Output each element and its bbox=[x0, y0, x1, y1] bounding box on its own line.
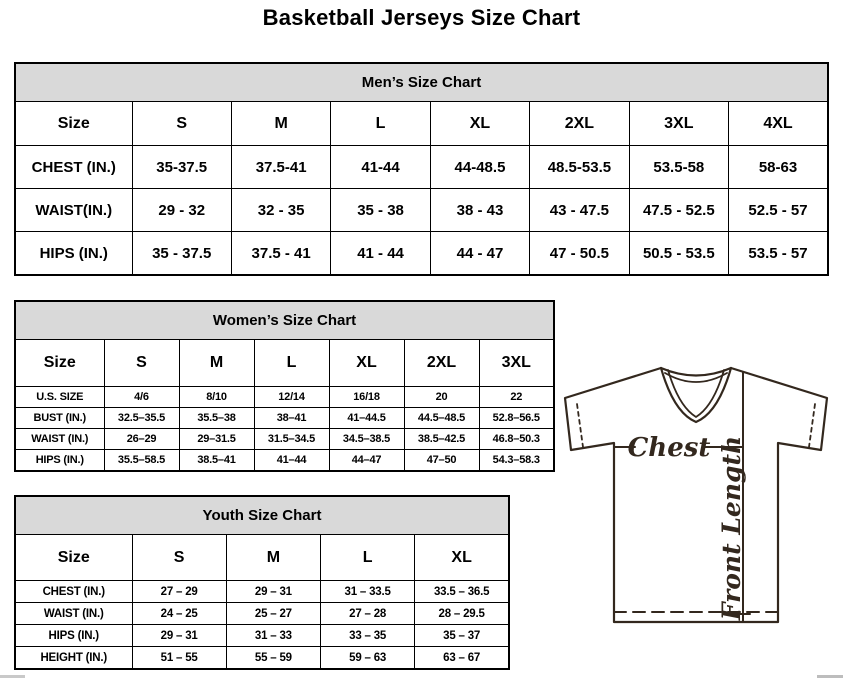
size-header-label: Size bbox=[15, 535, 132, 581]
measure-row-label: HIPS (IN.) bbox=[15, 232, 132, 276]
measure-row-label: BUST (IN.) bbox=[15, 408, 104, 429]
measure-row-label: HIPS (IN.) bbox=[15, 625, 132, 647]
size-value-cell: 37.5 - 41 bbox=[231, 232, 330, 276]
size-value-cell: 12/14 bbox=[254, 387, 329, 408]
size-value-cell: 52.5 - 57 bbox=[729, 189, 828, 232]
size-value-cell: 38.5–41 bbox=[179, 450, 254, 472]
size-value-cell: 24 – 25 bbox=[132, 603, 226, 625]
size-value-cell: 34.5–38.5 bbox=[329, 429, 404, 450]
youth-size-table bbox=[14, 495, 510, 670]
measure-row-label: HIPS (IN.) bbox=[15, 450, 104, 472]
size-value-cell: 53.5 - 57 bbox=[729, 232, 828, 276]
size-value-cell: 63 – 67 bbox=[415, 647, 509, 670]
size-column-header: 2XL bbox=[530, 102, 629, 146]
size-value-cell: 38–41 bbox=[254, 408, 329, 429]
size-value-cell: 29–31.5 bbox=[179, 429, 254, 450]
measure-row-label: CHEST (IN.) bbox=[15, 581, 132, 603]
size-value-cell: 35 - 37.5 bbox=[132, 232, 231, 276]
womens-size-table bbox=[14, 300, 555, 472]
size-value-cell: 35-37.5 bbox=[132, 146, 231, 189]
size-value-cell: 47 - 50.5 bbox=[530, 232, 629, 276]
size-value-cell: 28 – 29.5 bbox=[415, 603, 509, 625]
size-value-cell: 27 – 28 bbox=[321, 603, 415, 625]
size-value-cell: 27 – 29 bbox=[132, 581, 226, 603]
size-column-header: M bbox=[231, 102, 330, 146]
size-column-header: 2XL bbox=[404, 340, 479, 387]
jersey-outline bbox=[565, 368, 827, 622]
collar-back-curve bbox=[661, 368, 731, 376]
size-value-cell: 52.8–56.5 bbox=[479, 408, 554, 429]
size-column-header: S bbox=[104, 340, 179, 387]
front-length-label: Front Length bbox=[717, 435, 746, 621]
jersey-measurement-diagram bbox=[556, 356, 836, 636]
size-value-cell: 58-63 bbox=[729, 146, 828, 189]
size-value-cell: 29 – 31 bbox=[132, 625, 226, 647]
size-value-cell: 35 - 38 bbox=[331, 189, 430, 232]
table-title: Men’s Size Chart bbox=[15, 63, 828, 102]
size-value-cell: 35.5–38 bbox=[179, 408, 254, 429]
size-value-cell: 33.5 – 36.5 bbox=[415, 581, 509, 603]
table-title: Youth Size Chart bbox=[15, 496, 509, 535]
size-column-header: L bbox=[321, 535, 415, 581]
size-column-header: S bbox=[132, 535, 226, 581]
page-title: Basketball Jerseys Size Chart bbox=[262, 5, 581, 30]
size-column-header: 3XL bbox=[629, 102, 728, 146]
table-row bbox=[15, 387, 554, 408]
scrollbar-artifact-right bbox=[817, 675, 843, 678]
table-row bbox=[15, 429, 554, 450]
size-value-cell: 20 bbox=[404, 387, 479, 408]
size-column-header: 4XL bbox=[729, 102, 828, 146]
size-column-header: M bbox=[226, 535, 320, 581]
size-column-header: XL bbox=[415, 535, 509, 581]
size-value-cell: 47–50 bbox=[404, 450, 479, 472]
size-column-header: XL bbox=[430, 102, 529, 146]
collar-inner-curve bbox=[665, 373, 727, 382]
size-value-cell: 31 – 33.5 bbox=[321, 581, 415, 603]
size-column-header: M bbox=[179, 340, 254, 387]
measure-row-label: HEIGHT (IN.) bbox=[15, 647, 132, 670]
size-value-cell: 35 – 37 bbox=[415, 625, 509, 647]
measure-row-label: WAIST(IN.) bbox=[15, 189, 132, 232]
size-value-cell: 53.5-58 bbox=[629, 146, 728, 189]
size-value-cell: 44–47 bbox=[329, 450, 404, 472]
size-column-header: 3XL bbox=[479, 340, 554, 387]
size-value-cell: 29 – 31 bbox=[226, 581, 320, 603]
table-row bbox=[15, 450, 554, 472]
table-title: Women’s Size Chart bbox=[15, 301, 554, 340]
measure-row-label: WAIST (IN.) bbox=[15, 603, 132, 625]
measure-row-label: CHEST (IN.) bbox=[15, 146, 132, 189]
mens-size-table bbox=[14, 62, 829, 276]
size-column-header: S bbox=[132, 102, 231, 146]
size-value-cell: 41-44 bbox=[331, 146, 430, 189]
table-row bbox=[15, 189, 828, 232]
size-value-cell: 44-48.5 bbox=[430, 146, 529, 189]
measure-row-label: U.S. SIZE bbox=[15, 387, 104, 408]
left-cuff-seam bbox=[577, 404, 583, 447]
size-value-cell: 54.3–58.3 bbox=[479, 450, 554, 472]
size-value-cell: 48.5-53.5 bbox=[530, 146, 629, 189]
size-value-cell: 35.5–58.5 bbox=[104, 450, 179, 472]
size-value-cell: 33 – 35 bbox=[321, 625, 415, 647]
size-value-cell: 32 - 35 bbox=[231, 189, 330, 232]
size-header-label: Size bbox=[15, 102, 132, 146]
size-value-cell: 4/6 bbox=[104, 387, 179, 408]
size-column-header: L bbox=[331, 102, 430, 146]
size-value-cell: 31.5–34.5 bbox=[254, 429, 329, 450]
scrollbar-artifact-left bbox=[0, 675, 25, 678]
jersey-illustration bbox=[556, 356, 836, 636]
chest-label: Chest bbox=[627, 433, 711, 463]
table-row bbox=[15, 232, 828, 276]
size-value-cell: 22 bbox=[479, 387, 554, 408]
size-value-cell: 38.5–42.5 bbox=[404, 429, 479, 450]
size-value-cell: 37.5-41 bbox=[231, 146, 330, 189]
size-value-cell: 43 - 47.5 bbox=[530, 189, 629, 232]
size-column-header: XL bbox=[329, 340, 404, 387]
size-value-cell: 46.8–50.3 bbox=[479, 429, 554, 450]
size-column-header: L bbox=[254, 340, 329, 387]
size-value-cell: 16/18 bbox=[329, 387, 404, 408]
size-value-cell: 38 - 43 bbox=[430, 189, 529, 232]
table-row bbox=[15, 581, 509, 603]
size-value-cell: 25 – 27 bbox=[226, 603, 320, 625]
size-value-cell: 32.5–35.5 bbox=[104, 408, 179, 429]
measure-row-label: WAIST (IN.) bbox=[15, 429, 104, 450]
size-value-cell: 41 - 44 bbox=[331, 232, 430, 276]
size-value-cell: 55 – 59 bbox=[226, 647, 320, 670]
size-value-cell: 29 - 32 bbox=[132, 189, 231, 232]
size-value-cell: 26–29 bbox=[104, 429, 179, 450]
size-value-cell: 8/10 bbox=[179, 387, 254, 408]
right-cuff-seam bbox=[809, 404, 815, 447]
size-value-cell: 41–44.5 bbox=[329, 408, 404, 429]
size-value-cell: 51 – 55 bbox=[132, 647, 226, 670]
size-value-cell: 50.5 - 53.5 bbox=[629, 232, 728, 276]
size-value-cell: 44 - 47 bbox=[430, 232, 529, 276]
table-row bbox=[15, 603, 509, 625]
size-value-cell: 59 – 63 bbox=[321, 647, 415, 670]
size-value-cell: 47.5 - 52.5 bbox=[629, 189, 728, 232]
table-row bbox=[15, 647, 509, 670]
size-value-cell: 44.5–48.5 bbox=[404, 408, 479, 429]
vneck-inner bbox=[668, 370, 724, 417]
size-header-label: Size bbox=[15, 340, 104, 387]
table-row bbox=[15, 408, 554, 429]
size-value-cell: 41–44 bbox=[254, 450, 329, 472]
table-row bbox=[15, 146, 828, 189]
size-value-cell: 31 – 33 bbox=[226, 625, 320, 647]
table-row bbox=[15, 625, 509, 647]
